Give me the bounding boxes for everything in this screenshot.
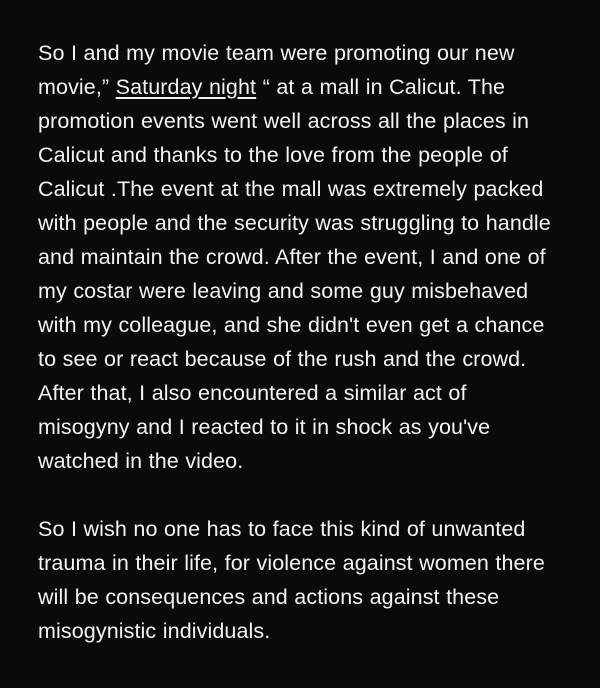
text-run: So I and my movie team were promoting our new movie,” [38, 40, 515, 99]
text-run: “ at a mall in Calicut. The promotion events went well across all the places in Calicut and thanks to the love from the people of Calicut .The event at the mall was extremely packed with people and the security was struggling to handle and maintain the crowd. After the event, I and one of my costar were leaving and some guy misbehaved with my colleague, and she didn't even get a chance to see or react because of the rush and the crowd. After that, I also encountered a similar act of misogyny and I reacted to it in shock as you've watched in the video. [38, 74, 551, 473]
movie-title-text: Saturday night [115, 74, 257, 99]
paragraph-2 [38, 512, 562, 648]
statement-body [38, 14, 562, 669]
paragraph-1 [38, 36, 562, 478]
text-run: So I wish no one has to face this kind of unwanted trauma in their life, for violence against women there will be consequences and actions against these misogynistic individuals. [38, 516, 545, 643]
